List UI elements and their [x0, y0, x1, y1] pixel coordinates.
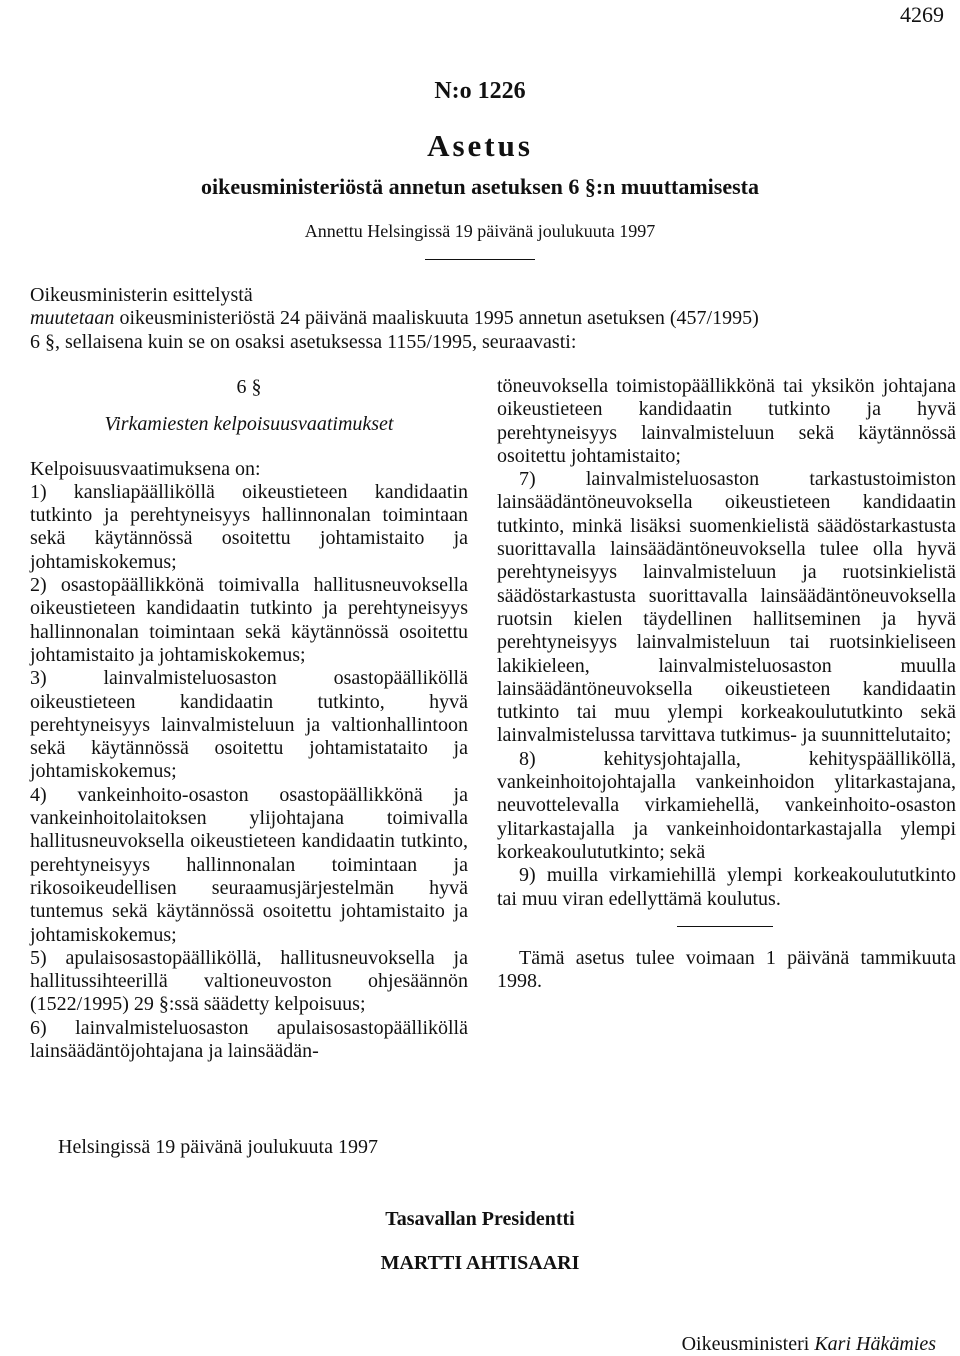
preamble-line-2-rest: oikeusministeriöstä 24 päivänä maaliskuuta 1995 annetun asetuksen (457/1995) [114, 307, 759, 330]
right-column [497, 375, 956, 993]
section-number: 6 § [236, 376, 262, 398]
section-heading: Virkamiesten kelpoisuusvaatimukset [104, 413, 394, 436]
list-item: 9) muilla virkamiehillä ylempi korkeakoulututkinto tai muu viran edellyttämä koulutus. [497, 864, 956, 910]
preamble-line-2 [30, 307, 960, 330]
list-item: 8) kehitysjohtajalla, kehityspäälliköllä, vankeinhoitojohtajalla vankeinhoidon ylitarkastajana, neuvottelevalla virkamiehellä, vankeinhoito-osaston ylitarkastajalla ja vankeinhoidontarkastajalla ylempi korkeakoulututkinto; sekä [497, 747, 956, 863]
president-name: MARTTI AHTISAARI [380, 1252, 580, 1274]
preamble-line-3: 6 §, sellaisena kuin se on osaksi asetuksessa 1155/1995, seuraavasti: [30, 330, 577, 353]
page-number: 4269 [900, 2, 944, 27]
minister-title: Oikeusministeri [681, 1333, 810, 1355]
list-item: 4) vankeinhoito-osaston osastopäällikkönä ja vankeinhoitolaitoksen ylijohtajana toimivalla hallitusneuvoksella oikeustieteen kandidaatin tutkinto, perehtyneisyys hallinnonalan toimintaan ja rikosoikeudellisen seuraamusjärjestelmän hyvä tuntemus sekä käytännössä osoitettu johtamistaito ja johtamiskokemus; [30, 783, 468, 946]
document-title: Asetus [427, 128, 533, 163]
given-date: Annettu Helsingissä 19 päivänä joulukuuta 1997 [304, 221, 656, 241]
section-intro: Kelpoisuusvaatimuksena on: [30, 457, 261, 480]
minister-name: Kari Häkämies [814, 1333, 936, 1355]
preamble [30, 284, 960, 354]
list-item: 5) apulaisosastopäälliköllä, hallitusneuvoksella ja hallitussihteerillä valtioneuvoston ohjesäännön (1522/1995) 29 §:ssä säädetty kelpoisuus; [30, 946, 468, 1016]
preamble-verb: muutetaan [30, 307, 115, 330]
document-subtitle: oikeusministeriöstä annetun asetuksen 6 §:n muuttamisesta [201, 174, 759, 199]
list-item: 2) osastopäällikkönä toimivalla hallitusneuvoksella oikeustieteen kandidaatin tutkinto ja perehtyneisyys hallinnonalan toimintaan sekä käytännössä osoitettu johtamistaito ja johtamiskokemus; [30, 574, 468, 666]
entry-into-force: Tämä asetus tulee voimaan 1 päivänä tammikuuta 1998. [497, 946, 956, 993]
minister-signature [682, 1333, 936, 1356]
list-item: 6) lainvalmisteluosaston apulaisosastopäälliköllä lainsäädäntöjohtajana ja lainsäädän- [30, 1016, 468, 1063]
header-divider [425, 259, 535, 260]
list-item: 7) lainvalmisteluosaston tarkastustoimiston lainsäädäntöneuvoksella oikeustieteen kandidaatin tutkinto, minkä lisäksi suomenkielistä säädöstarkastusta suorittavalla lainsäädäntöneuvoksella tulee olla hyvä perehtyneisyys lainvalmisteluun ja ruotsinkielistä säädöstarkastusta suorittavalla lainsäädäntöneuvoksella ruotsin kielen täydellinen hallitseminen ja hyvä perehtyneisyys lainvalmisteluun tai ruotsinkieliseen lakikieleen, lainvalmisteluosaston muulla lainsäädäntöneuvoksella oikeustieteen kandidaatin tutkinto tai muu ylempi korkeakoulututkinto sekä lainvalmistelussa tarvittava tutkimus- ja suunnittelutaito; [497, 468, 956, 747]
list-item-continuation: töneuvoksella toimistopäällikkönä tai yksikön johtajana oikeustieteen kandidaatin tutkinto ja hyvä perehtyneisyys lainvalmisteluun sekä käytännössä osoitettu johtamistaito; [497, 375, 956, 467]
place-date: Helsingissä 19 päivänä joulukuuta 1997 [58, 1136, 378, 1158]
section-divider [677, 926, 773, 927]
list-item: 3) lainvalmisteluosaston osastopäälliköllä oikeustieteen kandidaatin tutkinto, hyvä perehtyneisyys lainvalmisteluun ja valtionhallintoon sekä käytännössä osoitettu johtamistataito ja johtamiskokemus; [30, 667, 468, 783]
list-item: 1) kansliapäälliköllä oikeustieteen kandidaatin tutkinto ja perehtyneisyys hallinnonalan toimintaan sekä käytännössä osoitettu johtamistaito ja johtamiskokemus; [30, 480, 468, 573]
left-column [30, 376, 468, 1063]
preamble-line-1: Oikeusministerin esittelystä [30, 284, 253, 306]
statute-number: N:o 1226 [434, 78, 526, 104]
president-title: Tasavallan Presidentti [385, 1208, 575, 1230]
